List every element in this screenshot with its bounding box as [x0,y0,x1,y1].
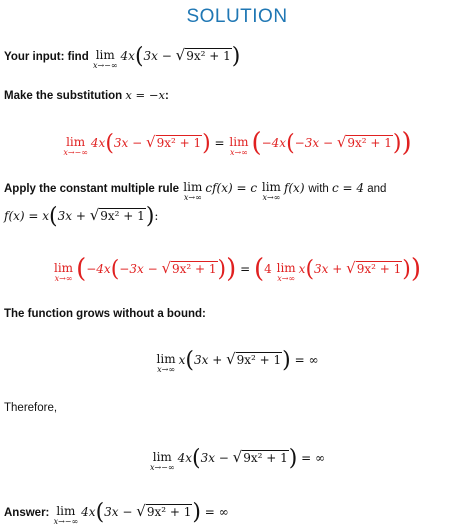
unbounded-label: The function grows without a bound: [4,308,206,320]
fx-definition: f(x) = x(3x + √9x² + 1): [4,204,159,229]
substitution-label: Make the substitution [4,90,123,102]
answer-line [4,500,229,526]
answer-label: Answer: [4,507,50,519]
substitution-equation: lim x→−∞ 4x(3x − √9x² + 1) = lim x→∞ (−4x(−3x − √9x² + 1)) [63,128,412,158]
input-line [4,44,240,70]
constant-rule-formula: lim x→∞ cf(x) = c lim x→∞ f(x) [183,180,305,202]
constant-rule-equation: lim x→∞ (−4x(−3x − √9x² + 1)) = (4 lim x→∞ x(3x + √9x² + 1)) [54,254,421,284]
unbounded-equation: lim x→∞ x(3x + √9x² + 1) = ∞ [156,348,319,374]
therefore-equation: lim x→−∞ 4x(3x − √9x² + 1) = ∞ [149,446,326,472]
input-expression: lim x→−∞ 4x(3x − √9x² + 1) [92,44,241,70]
answer-expression: lim x→−∞ 4x(3x − √9x² + 1) = ∞ [53,500,229,526]
constant-rule-label: Apply the constant multiple rule [4,183,180,195]
solution-title: SOLUTION [186,6,288,27]
input-label: Your input: find [4,51,89,63]
substitution-expression: x = −x [125,88,165,102]
constant-rule-line: Apply the constant multiple rule lim x→∞ cf(x) = c lim x→∞ f(x) with c = 4 and [4,180,387,202]
substitution-line: Make the substitution x = −x: [4,88,169,102]
therefore-label: Therefore, [4,402,58,414]
